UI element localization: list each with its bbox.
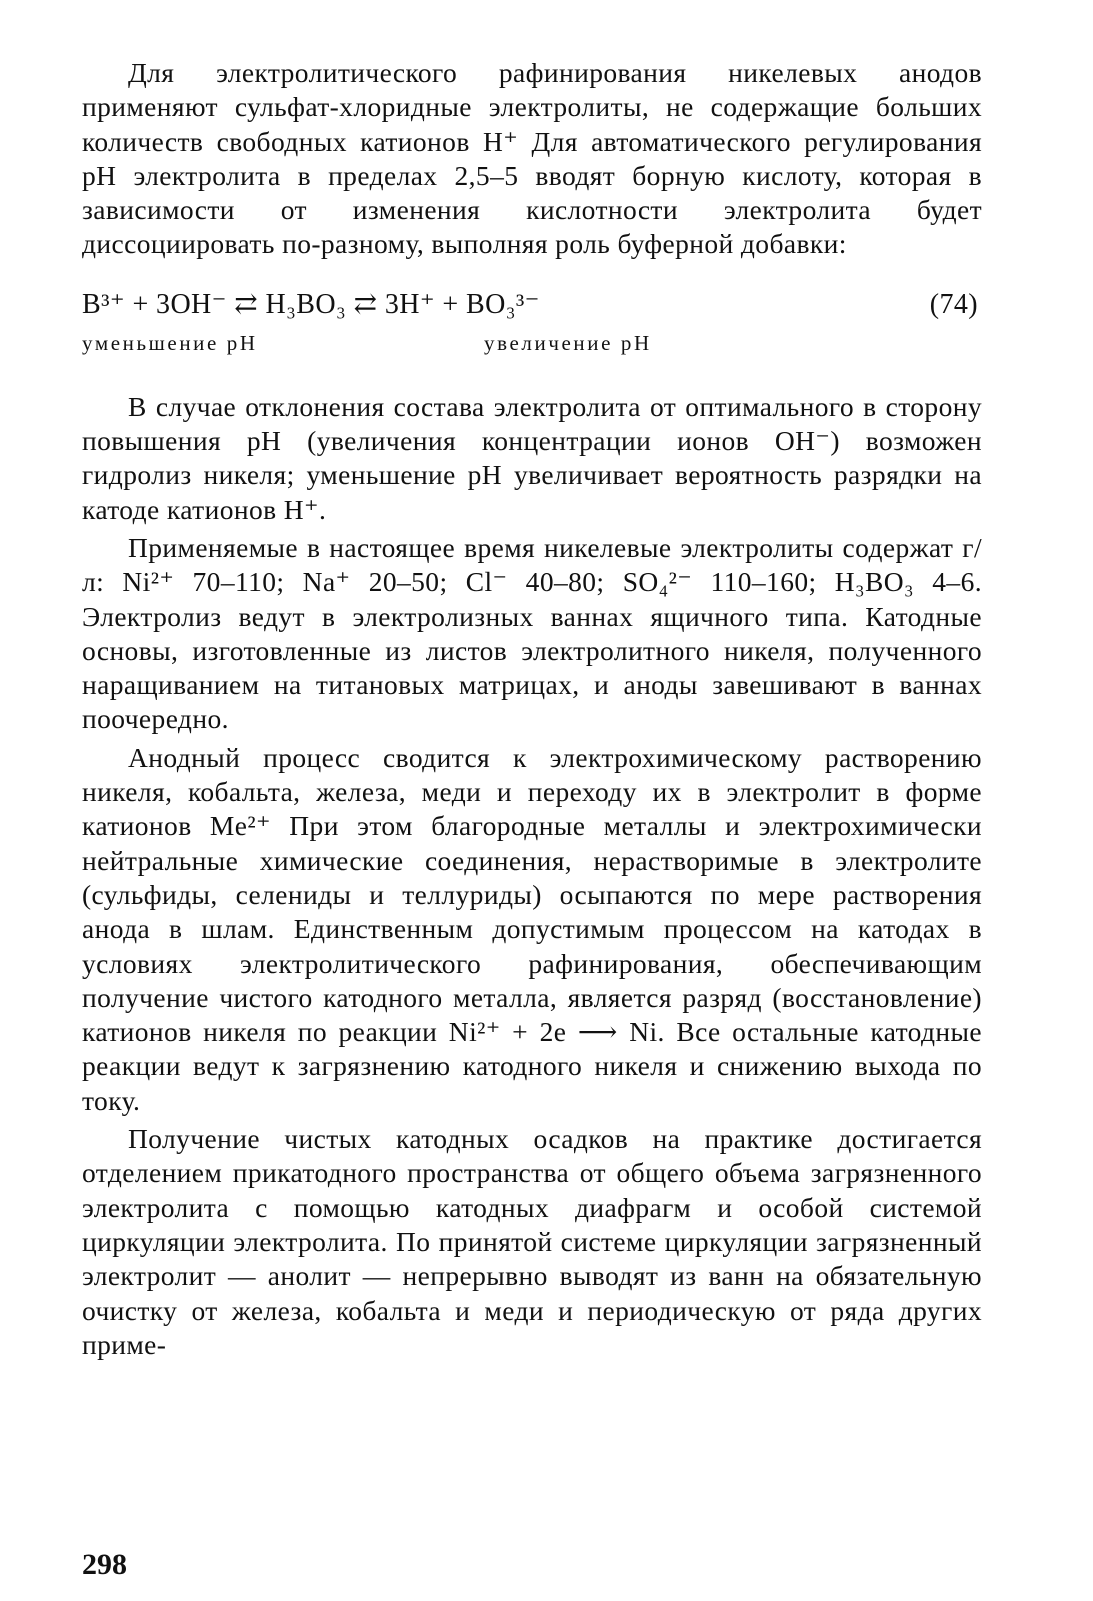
equation-expression: B³⁺ + 3OH⁻ ⇄ H₃BO₃ ⇄ 3H⁺ + BO₃³⁻ [82,288,540,320]
page-body [82,56,982,1362]
page-number: 298 [82,1548,127,1581]
equation-label-increase: увеличение pH [484,330,652,355]
paragraph-1: Для электролитического рафинирования никелевых анодов применяют сульфат-хлоридные электролиты, не содержащие больших количеств свободных катионов H⁺ Для автоматического регулирования pH электролита в пределах 2,5–5 вводят борную кислоту, которая в зависимости от изменения кислотности электролита будет диссоциировать по-разному, выполняя роль буферной добавки: [82,57,982,260]
equation-74 [82,274,982,378]
equation-label-decrease: уменьшение pH [82,330,258,355]
paragraph-2: В случае отклонения состава электролита от оптимального в сторону повышения pH (увеличения концентрации ионов OH⁻) возможен гидролиз никеля; уменьшение pH увеличивает вероятность разрядки на катоде катионов H⁺. [82,390,982,525]
paragraph-4: Анодный процесс сводится к электрохимическому растворению никеля, кобальта, железа, меди и переходу их в электролит в форме катионов Me²⁺ При этом благородные металлы и электрохимически нейтральные химические соединения, нерастворимые в электролите (сульфиды, селениды и теллуриды) осыпаются по мере растворения анода в шлам. Единственным допустимым процессом на катодах в условиях электролитического рафинирования, обеспечивающим получение чистого катодного металла, является разряд (восстановление) катионов никеля по реакции Ni²⁺ + 2e ⟶ Ni. Все остальные катодные реакции ведут к загрязнению катодного никеля и снижению выхода по току. [82,741,982,1116]
paragraph-5: Получение чистых катодных осадков на практике достигается отделением прикатодного пространства от общего объема загрязненного электролита с помощью катодных диафрагм и особой системой циркуляции электролита. По принятой системе циркуляции загрязненный электролит — анолит — непрерывно выводят из ванн на обязательную очистку от железа, кобальта и меди и периодическую от ряда других приме- [82,1123,982,1360]
equation-number: (74) [929,288,978,320]
paragraph-3: Применяемые в настоящее время никелевые электролиты содержат г/л: Ni²⁺ 70–110; Na⁺ 20–50; Cl⁻ 40–80; SO₄²⁻ 110–160; H₃BO₃ 4–6. Электролиз ведут в электролизных ваннах ящичного типа. Катодные основы, изготовленные из листов электролитного никеля, полученного наращиванием на титановых матрицах, и аноды завешивают в ваннах поочередно. [82,531,982,735]
